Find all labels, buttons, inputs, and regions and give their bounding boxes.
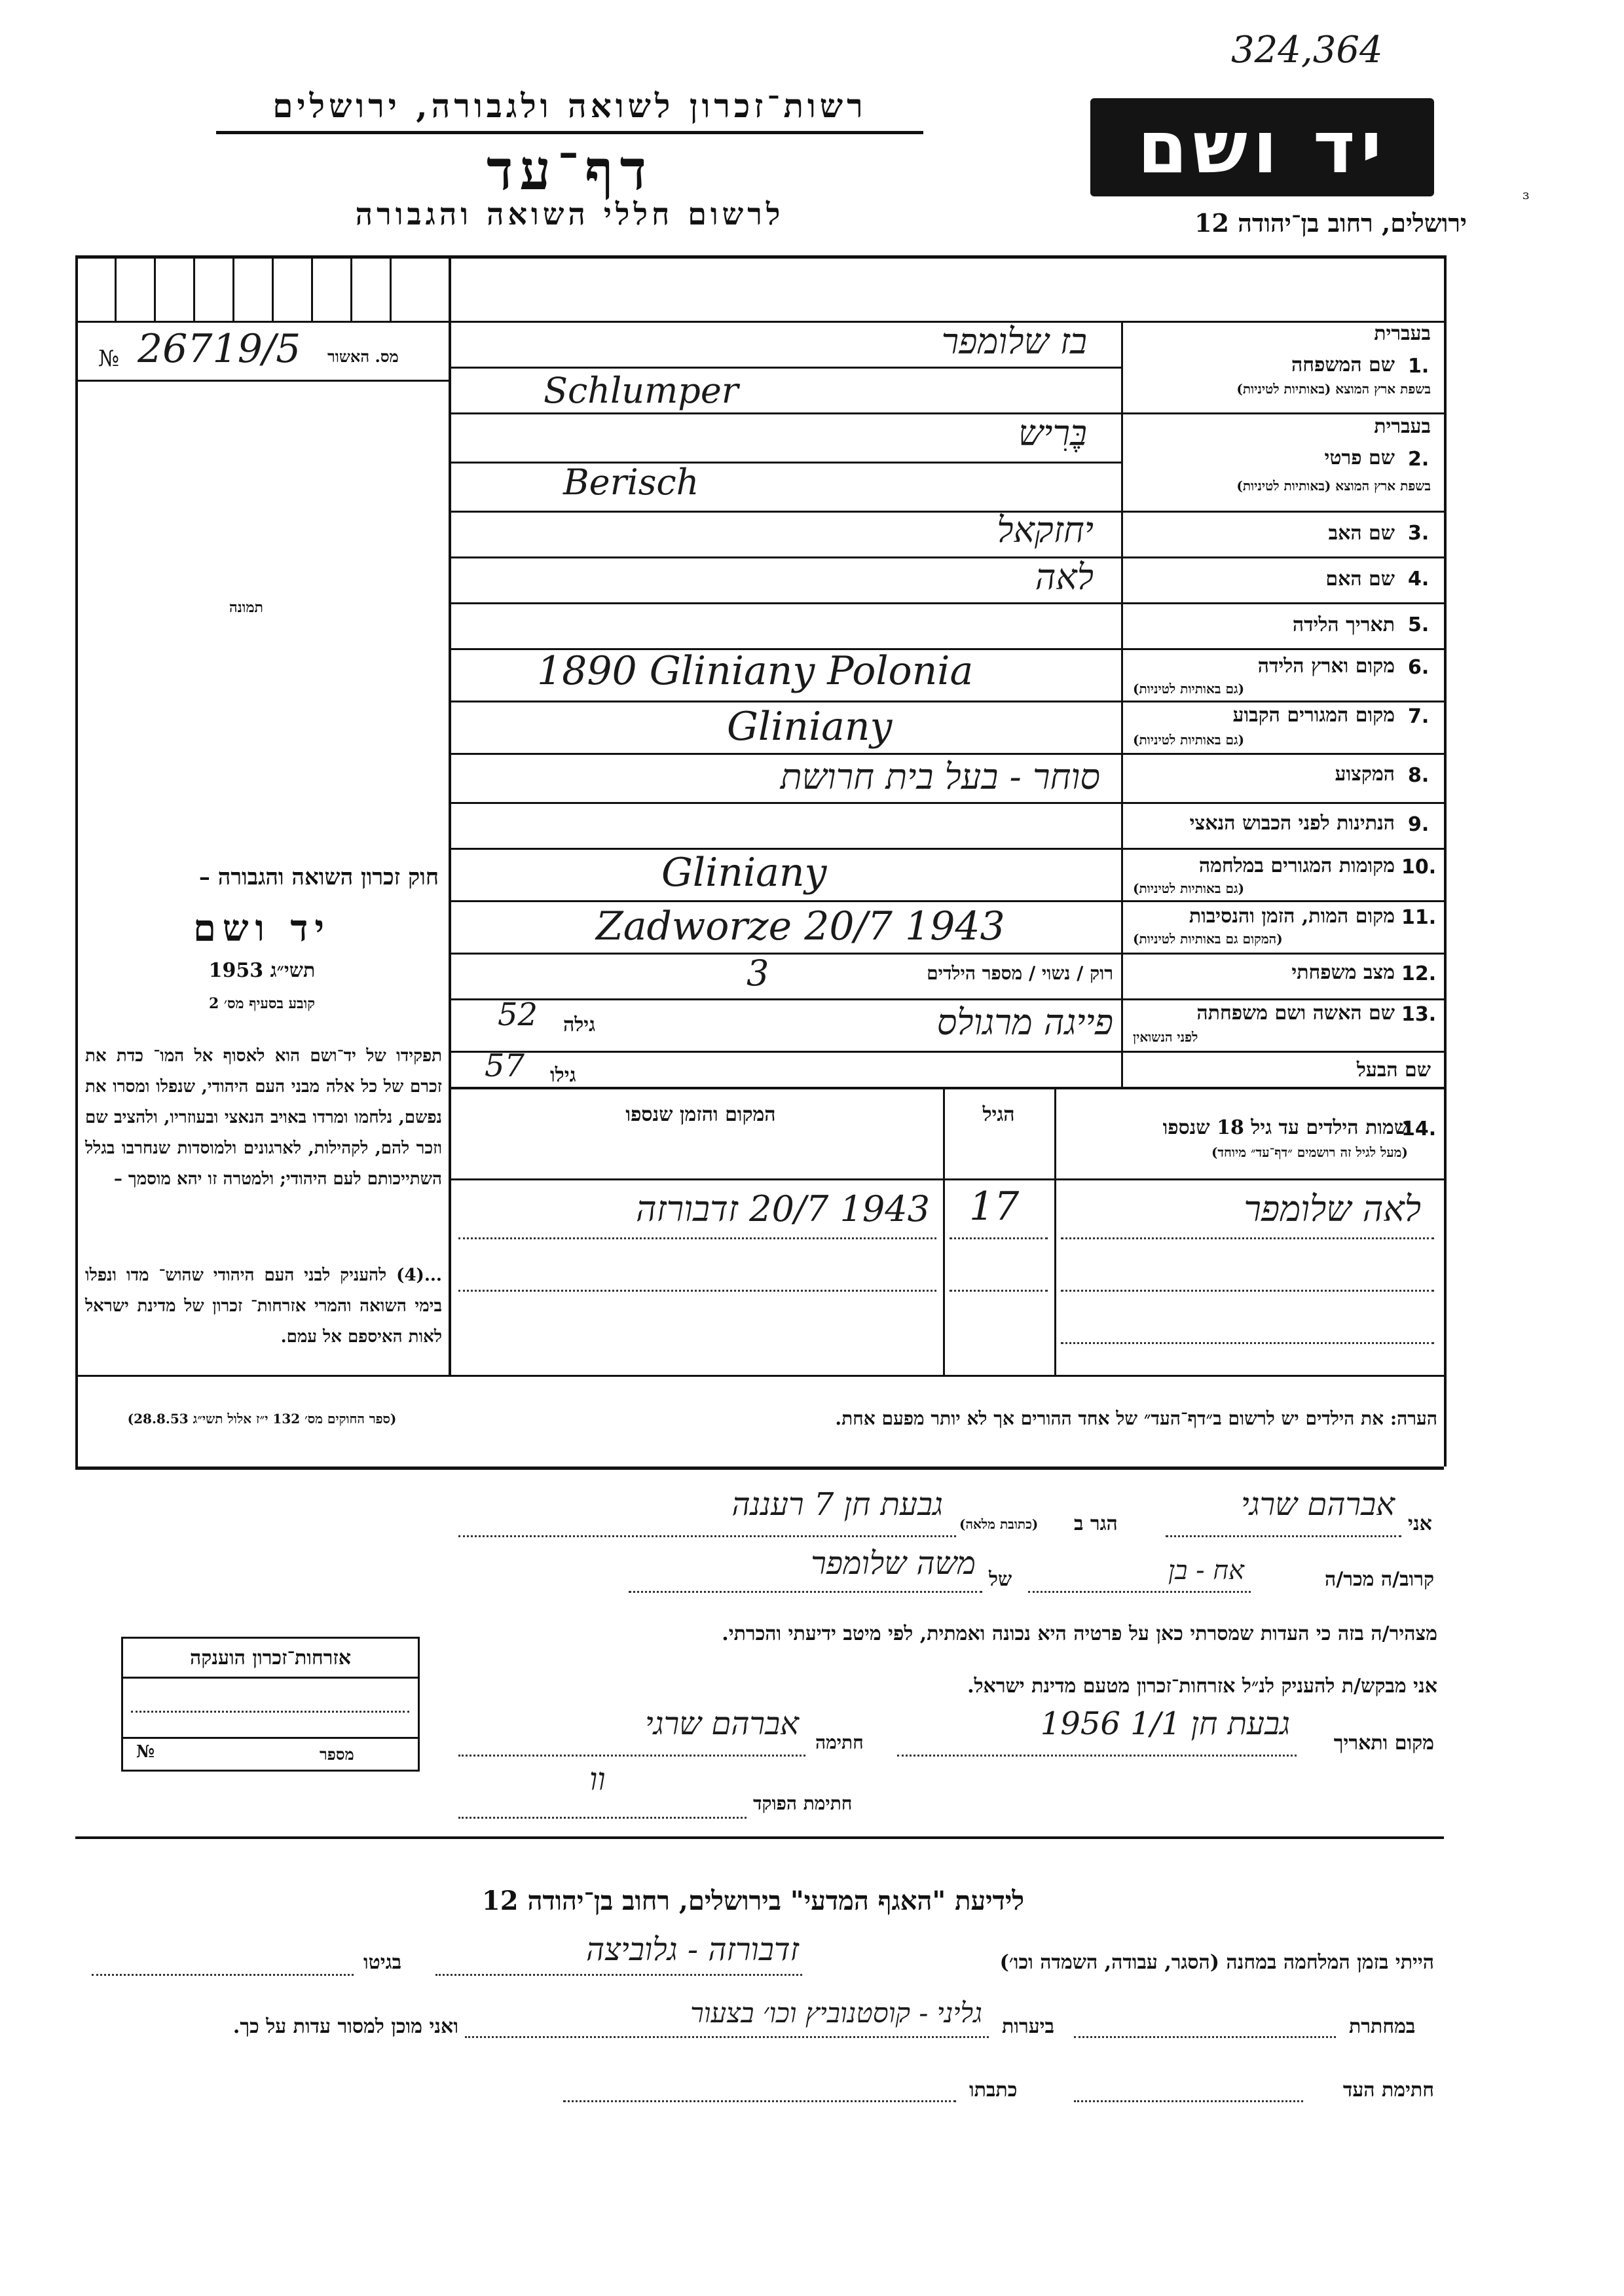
citizenship-no-mark: № xyxy=(136,1742,155,1762)
place-date: גבעת חן 1/1 1956 xyxy=(1040,1705,1290,1742)
field-10-sub: (גם באותיות לטיניות) xyxy=(1133,881,1245,896)
approval-label: מס. האשור xyxy=(327,347,399,366)
field-13-sub: לפני הנשואין xyxy=(1133,1029,1198,1045)
children-row-line xyxy=(950,1290,1048,1292)
form-subtitle: לרשום חללי השואה והגבורה xyxy=(355,196,784,232)
field-2-number: 2. xyxy=(1408,448,1430,471)
husband-label: שם הבעל xyxy=(1356,1059,1431,1082)
citizenship-number-label: מספר xyxy=(320,1745,354,1764)
field-9-number: 9. xyxy=(1408,813,1430,836)
children-row-line xyxy=(1061,1342,1434,1344)
birth-place: 1890 Gliniany Polonia xyxy=(537,648,974,694)
children-row-line xyxy=(1061,1290,1434,1292)
witness-signature-line xyxy=(1074,2100,1303,2102)
camp-line xyxy=(435,1974,802,1976)
witness-address-label: כתבתו xyxy=(969,2079,1018,2102)
children-section-number: 14. xyxy=(1401,1118,1437,1140)
address-hint: (כתובת מלאה) xyxy=(959,1516,1039,1532)
husband-age-label: גילו xyxy=(550,1064,576,1087)
field-2-sub: בשפת ארץ המוצא (באותיות לטיניות) xyxy=(1236,478,1431,494)
declaration-text: מצהיר/ה בזה כי העדות שמסרתי כאן על פרטיה היא נכונה ואמתית, לפי מיטב ידיעתי והכרתי. xyxy=(722,1622,1437,1645)
field-11-label: מקום המות, הזמן והנסיבות xyxy=(1189,905,1395,928)
officer-signature: וו xyxy=(589,1761,606,1798)
law-name: יד ושם xyxy=(193,907,331,950)
box-line xyxy=(131,1711,409,1713)
children-count: 3 xyxy=(747,953,769,994)
field-8-number: 8. xyxy=(1408,764,1430,787)
first-name-hebrew: בֶּרִיש xyxy=(1018,412,1087,454)
field-6-number: 6. xyxy=(1408,656,1430,679)
law-year: תשי״ג 1953 xyxy=(208,959,316,982)
family-name-hebrew: בז שלומפר xyxy=(941,321,1087,362)
camp-name: זדבורזה - גלוביצה xyxy=(586,1931,799,1968)
children-place-header: המקום והזמן שנספו xyxy=(625,1103,776,1126)
rule xyxy=(449,953,1444,955)
children-age-header: הגיל xyxy=(982,1103,1015,1126)
frame-left xyxy=(75,255,78,1467)
relative-line xyxy=(629,1591,982,1593)
strip-box xyxy=(232,255,234,321)
field-1-sub: בשפת ארץ המוצא (באותיות לטיניות) xyxy=(1236,381,1431,397)
strip-box xyxy=(350,255,352,321)
archive-number: 324,364 xyxy=(1231,29,1383,71)
field-3-number: 3. xyxy=(1408,522,1430,545)
field-2-hebrew-label: בעברית xyxy=(1374,415,1431,438)
field-13-number: 13. xyxy=(1401,1003,1437,1026)
footer-divider xyxy=(75,1836,1444,1839)
ghetto-line xyxy=(92,1974,354,1976)
law-clause: קובע בסעיף מס׳ 2 xyxy=(208,995,316,1012)
forests-line xyxy=(465,2036,989,2038)
field-6-label: מקום וארץ הלידה xyxy=(1257,655,1395,678)
signature-line xyxy=(458,1755,805,1757)
field-1-label: שם המשפחה xyxy=(1291,354,1395,376)
declarant-name-line xyxy=(1166,1535,1401,1537)
signature-label: חתימה xyxy=(815,1732,864,1753)
children-age-divider xyxy=(943,1087,945,1375)
witness-address-line xyxy=(563,2100,956,2102)
rule xyxy=(449,462,1121,464)
relative-of-label: של xyxy=(989,1568,1012,1591)
law-reference: (ספר החוקים מס׳ 132 י״ז אלול תשי״ג 28.8.53) xyxy=(127,1411,397,1427)
law-text-2: ...(4) להעניק לבני העם היהודי שהוש־ מדו ונפלו בימי השואה והמרי אזרחות־ זכרון של מדינת ישראל לאות האיספם אל עמם. xyxy=(85,1266,442,1347)
rule xyxy=(449,802,1444,804)
logo-text: יד ושם xyxy=(1137,105,1388,189)
rule xyxy=(449,1051,1444,1053)
wife-age-label: גילה xyxy=(563,1013,596,1036)
rule xyxy=(449,367,1121,369)
underground-label: במחתרת xyxy=(1349,2015,1416,2038)
occupation: סוחר - בעל בית חרושת xyxy=(780,756,1100,797)
officer-label: חתימת הפוקד xyxy=(753,1793,853,1814)
relative-name: משה שלומפר xyxy=(811,1545,976,1582)
declarant-address: גבעת חן 7 רעננה xyxy=(731,1486,943,1523)
declarant-name: אברהם שרגי xyxy=(1241,1486,1395,1523)
field-2-label: שם פרטי xyxy=(1324,446,1395,469)
permanent-residence: Gliniany xyxy=(727,704,893,750)
children-header-rule xyxy=(449,1178,1444,1180)
field-1-number: 1. xyxy=(1408,355,1430,378)
box-rule xyxy=(123,1737,418,1739)
law-text-1: תפקידו של יד־ושם הוא לאסוף אל המו־ כדת את זכרם של כל אלה מבני העם היהודי, שנפלו ומסרו את נפשם, נלחמו ומרדו באויב הנאצי ובעוזריו, ולהציב שם וזכר להם, לקהילות, לארגונים ולמוסדות שנחרבו בגלל השתייכותם לעם היהודי; ולמטרה זו יהא מוסמך – xyxy=(85,1046,442,1189)
frame-top xyxy=(75,255,1444,259)
address: ירושלים, רחוב בן־יהודה 12 xyxy=(1194,208,1467,238)
citizenship-request: אני מבקש/ת להעניק לנ״ל אזרחות־זכרון מטעם מדינת ישראל. xyxy=(967,1675,1437,1698)
note-top-rule xyxy=(75,1375,1444,1377)
note: הערה: את הילדים יש לרשום ב״דף־העד״ של אחד ההורים אך לא יותר מפעם אחת. xyxy=(835,1408,1437,1429)
children-name-divider xyxy=(1054,1087,1056,1375)
forests: גליני - קוסטנוביץ וכו׳ בצעור xyxy=(690,1997,982,2029)
footer-camp-label: הייתי בזמן המלחמה במחנה (הסגר, עבודה, השמדה וכו׳) xyxy=(999,1951,1434,1974)
field-9-label: הנתינות לפני הכבוש הנאצי xyxy=(1189,812,1395,835)
authority-name: רשות־זכרון לשואה ולגבורה, ירושלים xyxy=(272,86,867,125)
ghetto-label: בגיטו xyxy=(363,1951,402,1974)
rule xyxy=(449,900,1444,902)
children-row-line xyxy=(1061,1237,1434,1239)
strip-box xyxy=(154,255,156,321)
approval-number: 26719/5 xyxy=(138,326,301,372)
strip-box xyxy=(115,255,117,321)
approval-rule xyxy=(75,380,449,382)
declarant-lives-label: הגר ב xyxy=(1074,1512,1118,1535)
children-row-line xyxy=(950,1237,1048,1239)
margin-mark: ɜ xyxy=(1522,187,1530,202)
declarant-prefix: אני xyxy=(1408,1512,1432,1535)
photo-label: תמונה xyxy=(229,599,263,616)
field-5-label: תאריך הלידה xyxy=(1292,613,1395,636)
field-7-number: 7. xyxy=(1408,705,1430,728)
field-6-sub: (גם באותיות לטיניות) xyxy=(1133,681,1245,697)
field-7-label: מקום המגורים הקבוע xyxy=(1232,704,1395,727)
officer-line xyxy=(458,1817,747,1819)
husband-age: 57 xyxy=(485,1048,525,1084)
rule xyxy=(449,602,1444,604)
wartime-residence: Gliniany xyxy=(661,850,827,896)
rule xyxy=(449,848,1444,850)
yad-vashem-logo xyxy=(1090,98,1434,196)
children-section-label: שמות הילדים עד גיל 18 שנספו xyxy=(1162,1116,1408,1139)
frame-bottom xyxy=(75,1467,1444,1470)
strip-box xyxy=(311,255,313,321)
children-section-sub: (מעל לגיל זה רושמים ״דף־עד״ מיוחד) xyxy=(1211,1144,1408,1160)
footer-title: לידיעת "האגף המדעי" בירושלים, רחוב בן־יהודה 12 xyxy=(481,1886,1025,1916)
frame-right xyxy=(1444,255,1447,1467)
marital-status-label: רוק / נשוי / מספר הילדים xyxy=(927,962,1113,984)
field-10-label: מקומות המגורים במלחמה xyxy=(1198,854,1395,877)
relation-line xyxy=(1028,1591,1251,1593)
wife-name: פייגה מרגולס xyxy=(936,1002,1113,1043)
rule xyxy=(449,701,1444,702)
signature: אברהם שרגי xyxy=(645,1705,799,1742)
field-13-label: שם האשה ושם משפחתה xyxy=(1196,1002,1395,1025)
first-name-latin: Berisch xyxy=(563,462,699,503)
law-title: חוק זכרון השואה והגבורה – xyxy=(198,864,439,890)
label-column-divider xyxy=(1121,321,1123,1087)
field-4-number: 4. xyxy=(1408,568,1430,591)
rule xyxy=(449,1087,1444,1089)
father-name: יחזקאל xyxy=(997,509,1094,551)
place-date-label: מקום ותאריך xyxy=(1333,1732,1434,1755)
witness-signature-label: חתימת העד xyxy=(1342,2079,1434,2102)
citizenship-box-title: אזרחות־זכרון הוענקה xyxy=(189,1647,352,1669)
testimony-consent: ואני מוכן למסור עדות על כך. xyxy=(232,2015,458,2038)
field-12-label: מצב משפחתי xyxy=(1291,961,1395,984)
death-place-date: Zadworze 20/7 1943 xyxy=(596,903,1005,949)
field-7-sub: (גם באותיות לטיניות) xyxy=(1133,732,1245,748)
field-12-number: 12. xyxy=(1401,962,1437,985)
strip-box xyxy=(272,255,274,321)
child-name: לאה שלומפר xyxy=(1244,1188,1421,1230)
children-row-line xyxy=(458,1237,936,1239)
citizenship-box xyxy=(121,1637,420,1772)
field-3-label: שם האב xyxy=(1328,522,1395,545)
children-row-line xyxy=(458,1290,936,1292)
field-11-number: 11. xyxy=(1401,906,1437,929)
field-1-hebrew-label: בעברית xyxy=(1374,322,1431,345)
field-11-sub: (המקום גם באותיות לטיניות) xyxy=(1133,931,1283,947)
header-rule xyxy=(216,131,923,134)
field-5-number: 5. xyxy=(1408,613,1430,636)
field-8-label: המקצוע xyxy=(1335,763,1395,786)
family-name-latin: Schlumper xyxy=(544,370,739,411)
forests-label: ביערות xyxy=(1002,2015,1055,2038)
wife-age: 52 xyxy=(498,996,538,1033)
place-date-line xyxy=(897,1755,1297,1757)
underground-line xyxy=(1074,2036,1336,2038)
address-line xyxy=(458,1535,956,1537)
rule xyxy=(449,753,1444,755)
strip-box xyxy=(390,255,392,321)
box-rule xyxy=(123,1677,418,1679)
strip-box xyxy=(193,255,195,321)
form-title: דף־עד xyxy=(486,137,653,202)
field-4-label: שם האם xyxy=(1325,568,1395,591)
relation: אח - בן xyxy=(1168,1556,1244,1586)
child-place-date: 1943 20/7 זדבורזה xyxy=(635,1188,930,1230)
rule xyxy=(449,998,1444,1000)
field-10-number: 10. xyxy=(1401,856,1437,879)
mother-name: לאה xyxy=(1035,556,1094,598)
relation-label: קרוב/ה מכר/ה xyxy=(1325,1568,1434,1591)
approval-no-mark: № xyxy=(98,346,120,372)
child-age: 17 xyxy=(969,1184,1020,1230)
left-column-divider xyxy=(449,255,451,1375)
